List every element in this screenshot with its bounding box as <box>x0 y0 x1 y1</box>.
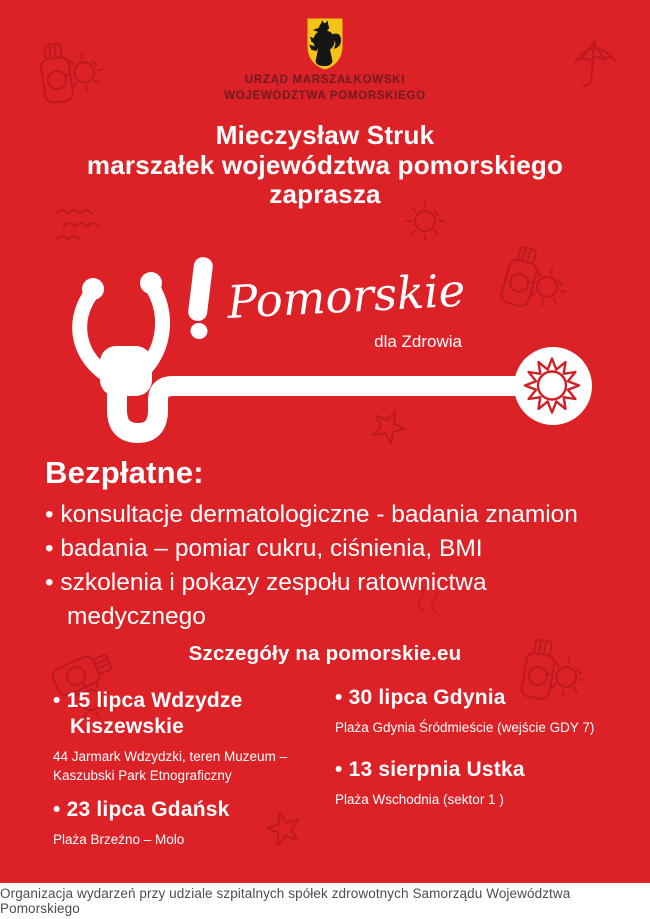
event-item <box>53 797 313 849</box>
waves-icon <box>56 210 99 240</box>
event-title: • 15 lipca Wdzydze Kiszewskie <box>53 688 313 740</box>
brand-script: Pomorskie <box>225 263 467 329</box>
free-section <box>45 455 605 634</box>
free-heading: Bezpłatne: <box>45 455 204 490</box>
event-title: • 30 lipca Gdynia <box>335 685 630 711</box>
exclamation-mark <box>187 256 214 340</box>
event-title: • 23 lipca Gdańsk <box>53 797 313 823</box>
pomorskie-coat-of-arms <box>306 17 344 71</box>
invite-verb: zaprasza <box>269 179 381 209</box>
event-title: • 13 sierpnia Ustka <box>335 757 630 783</box>
footer-text: Organizacja wydarzeń przy udziale szpitalnych spółek zdrowotnych Samorządu Województwa Pomorskiego <box>0 886 571 916</box>
event-subtitle: Plaża Wschodnia (sektor 1 ) <box>335 792 504 807</box>
event-item <box>53 688 313 785</box>
free-list <box>45 498 593 634</box>
org-name-line1: URZĄD MARSZAŁKOWSKI <box>244 74 406 86</box>
free-item: • konsultacje dermatologiczne - badania znamion <box>45 498 593 532</box>
org-name-line2: WOJEWÓDZTWA POMORSKIEGO <box>224 90 426 102</box>
event-subtitle: Plaża Gdynia Śródmieście (wejście GDY 7) <box>335 720 595 735</box>
invite-role: marszałek województwa pomorskiego <box>86 149 564 180</box>
starfish-icon <box>367 405 409 447</box>
details-line: Szczegóły na pomorskie.eu <box>188 642 462 665</box>
event-item <box>335 757 630 809</box>
event-item <box>335 685 630 737</box>
free-item: • szkolenia i pokazy zespołu ratownictwa medycznego <box>45 566 593 634</box>
free-item: • badania – pomiar cukru, ciśnienia, BMI <box>45 532 593 566</box>
event-subtitle: 44 Jarmark Wdzydzki, teren Muzeum – Kaszubski Park Etnograficzny <box>53 749 288 783</box>
brand-tagline: dla Zdrowia <box>374 332 462 351</box>
footer-bar <box>0 883 650 919</box>
invite-name: Mieczysław Struk <box>215 120 435 150</box>
sunscreen-bottle-icon <box>499 245 574 318</box>
event-subtitle: Plaża Brzeźno – Molo <box>53 832 185 847</box>
invite-heading <box>0 121 650 210</box>
